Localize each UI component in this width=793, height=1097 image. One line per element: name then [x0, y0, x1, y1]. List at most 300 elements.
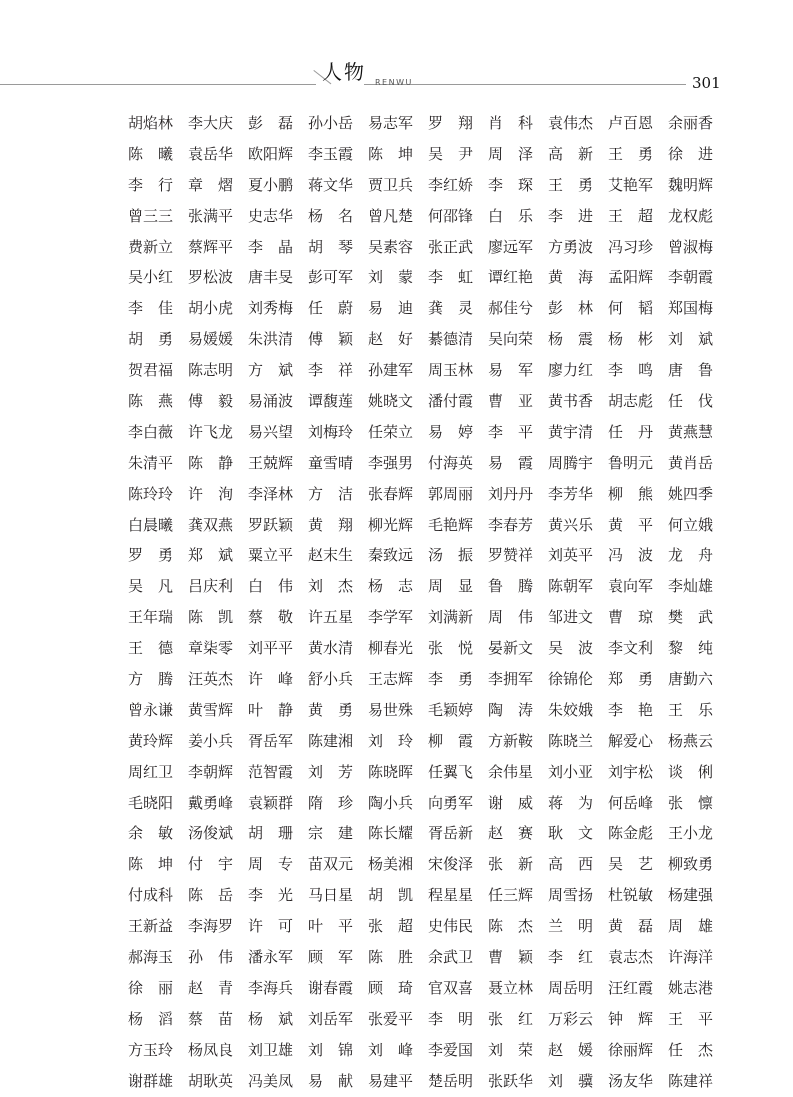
- name-entry: 杨 斌: [248, 1009, 294, 1028]
- name-entry: 高 西: [548, 855, 594, 874]
- name-entry: 郑 勇: [608, 670, 654, 689]
- name-entry: 李 佳: [128, 299, 174, 318]
- name-entry: 李 勇: [428, 670, 474, 689]
- name-entry: 方 腾: [128, 670, 174, 689]
- name-entry: 杨建强: [668, 886, 714, 905]
- name-entry: 李海罗: [188, 917, 234, 936]
- name-entry: 艾艳军: [608, 175, 654, 194]
- name-entry: 许 洵: [188, 484, 234, 503]
- name-entry: 龚双燕: [188, 515, 234, 534]
- name-entry: 张 懔: [668, 793, 714, 812]
- name-entry: 李 行: [128, 175, 174, 194]
- name-entry: 杨燕云: [668, 731, 714, 750]
- name-entry: 袁志杰: [608, 948, 654, 967]
- name-entry: 贺君福: [128, 361, 174, 380]
- name-entry: 綦德清: [428, 330, 474, 349]
- name-entry: 吴 波: [548, 639, 594, 658]
- name-entry: 胡焰林: [128, 114, 174, 132]
- name-entry: 彭可军: [308, 268, 354, 287]
- name-entry: 张 悦: [428, 639, 474, 658]
- name-entry: 杜锐敏: [608, 886, 654, 905]
- name-entry: 朱洪清: [248, 330, 294, 349]
- name-entry: 刘宇松: [608, 762, 654, 781]
- name-entry: 樊 武: [668, 608, 714, 627]
- name-entry: 李白薇: [128, 422, 174, 441]
- name-entry: 汤俊斌: [188, 824, 234, 843]
- name-entry: 任 蔚: [308, 299, 354, 318]
- name-entry: 李海兵: [248, 978, 294, 997]
- name-entry: 解爱心: [608, 731, 654, 750]
- name-entry: 李 祥: [308, 361, 354, 380]
- name-entry: 孙小岳: [308, 114, 354, 132]
- name-entry: 易兴望: [248, 422, 294, 441]
- name-entry: 吴向荣: [488, 330, 534, 349]
- name-entry: 李 红: [548, 948, 594, 967]
- name-entry: 任三辉: [488, 886, 534, 905]
- name-entry: 张 超: [368, 917, 414, 936]
- name-entry: 袁伟杰: [548, 114, 594, 132]
- name-entry: 陈 胜: [368, 948, 414, 967]
- section-subtitle: RENWU: [375, 78, 413, 87]
- name-entry: 李 进: [548, 206, 594, 225]
- name-entry: 郝海玉: [128, 948, 174, 967]
- name-entry: 刘英平: [548, 546, 594, 565]
- name-entry: 许飞龙: [188, 422, 234, 441]
- name-entry: 唐 鲁: [668, 361, 714, 380]
- name-entry: 李学军: [368, 608, 414, 627]
- name-entry: 何邵锋: [428, 206, 474, 225]
- name-entry: 白 伟: [248, 577, 294, 596]
- name-entry: 方新鞍: [488, 731, 534, 750]
- section-title: 人物: [322, 60, 366, 84]
- name-entry: 任翼飞: [428, 762, 474, 781]
- name-entry: 毛晓阳: [128, 793, 174, 812]
- name-entry: 赵 好: [368, 330, 414, 349]
- name-entry: 余 敏: [128, 824, 174, 843]
- name-entry: 欧阳辉: [248, 144, 294, 163]
- name-entry: 彭 磊: [248, 114, 294, 132]
- name-entry: 陶小兵: [368, 793, 414, 812]
- page-number: 301: [692, 74, 721, 92]
- name-entry: 吴 尹: [428, 144, 474, 163]
- name-entry: 曹 颖: [488, 948, 534, 967]
- name-entry: 李文利: [608, 639, 654, 658]
- name-entry: 李玉霞: [308, 144, 354, 163]
- name-entry: 周 雄: [668, 917, 714, 936]
- name-entry: 刘 锦: [308, 1040, 354, 1059]
- name-entry: 陈 坤: [128, 855, 174, 874]
- name-entry: 李 琛: [488, 175, 534, 194]
- name-entry: 罗跃颖: [248, 515, 294, 534]
- name-entry: 周雪扬: [548, 886, 594, 905]
- name-entry: 胡 勇: [128, 330, 174, 349]
- name-entry: 谭馥莲: [308, 392, 354, 411]
- name-entry: 黄水清: [308, 639, 354, 658]
- name-entry: 曾永谦: [128, 700, 174, 719]
- name-entry: 李 鸣: [608, 361, 654, 380]
- name-entry: 易 献: [308, 1071, 354, 1090]
- name-entry: 傅 颖: [308, 330, 354, 349]
- name-entry: 王 超: [608, 206, 654, 225]
- name-entry: 谢 威: [488, 793, 534, 812]
- name-entry: 李强男: [368, 453, 414, 472]
- name-entry: 易涌波: [248, 392, 294, 411]
- name-entry: 曹 亚: [488, 392, 534, 411]
- name-entry: 耿 文: [548, 824, 594, 843]
- name-entry: 鲁 腾: [488, 577, 534, 596]
- name-entry: 徐丽辉: [608, 1040, 654, 1059]
- name-entry: 胡耿英: [188, 1071, 234, 1090]
- name-entry: 鲁明元: [608, 453, 654, 472]
- name-entry: 黄 翔: [308, 515, 354, 534]
- name-entry: 何立娥: [668, 515, 714, 534]
- name-entry: 陈朝军: [548, 577, 594, 596]
- name-entry: 冯习珍: [608, 237, 654, 256]
- name-entry: 许海洋: [668, 948, 714, 967]
- name-entry: 苗双元: [308, 855, 354, 874]
- name-entry: 李泽林: [248, 484, 294, 503]
- name-entry: 陈晓兰: [548, 731, 594, 750]
- name-entry: 黄燕慧: [668, 422, 714, 441]
- name-entry: 何 韬: [608, 299, 654, 318]
- name-entry: 柳 熊: [608, 484, 654, 503]
- name-entry: 李朝辉: [188, 762, 234, 781]
- name-entry: 王 德: [128, 639, 174, 658]
- name-entry: 易 军: [488, 361, 534, 380]
- name-entry: 罗 勇: [128, 546, 174, 565]
- name-entry: 黄雪辉: [188, 700, 234, 719]
- name-entry: 舒小兵: [308, 670, 354, 689]
- name-entry: 方 斌: [248, 361, 294, 380]
- name-entry: 任荣立: [368, 422, 414, 441]
- name-entry: 唐丰旻: [248, 268, 294, 287]
- name-entry: 吴 凡: [128, 577, 174, 596]
- name-entry: 夏小鹏: [248, 175, 294, 194]
- name-entry: 廖力红: [548, 361, 594, 380]
- name-entry: 周玉林: [428, 361, 474, 380]
- name-entry: 柳致勇: [668, 855, 714, 874]
- name-entry: 范智霞: [248, 762, 294, 781]
- name-entry: 方 洁: [308, 484, 354, 503]
- name-entry: 朱姣娥: [548, 700, 594, 719]
- name-entry: 黄 勇: [308, 700, 354, 719]
- name-entry: 蔡辉平: [188, 237, 234, 256]
- name-entry: 杨美湘: [368, 855, 414, 874]
- name-entry: 柳 霞: [428, 731, 474, 750]
- name-entry: 杨 彬: [608, 330, 654, 349]
- name-entry: 袁颖群: [248, 793, 294, 812]
- name-entry: 黄 平: [608, 515, 654, 534]
- name-entry: 陈 坤: [368, 144, 414, 163]
- name-entry: 黄书香: [548, 392, 594, 411]
- name-entry: 姚晓文: [368, 392, 414, 411]
- name-entry: 向勇军: [428, 793, 474, 812]
- name-entry: 陈 杰: [488, 917, 534, 936]
- name-entry: 付海英: [428, 453, 474, 472]
- name-entry: 任 杰: [668, 1040, 714, 1059]
- name-entry: 谭红艳: [488, 268, 534, 287]
- name-entry: 肖 科: [488, 114, 534, 132]
- name-entry: 龙权彪: [668, 206, 714, 225]
- name-entry: 王 勇: [548, 175, 594, 194]
- name-entry: 易媛媛: [188, 330, 234, 349]
- name-entry: 吴小红: [128, 268, 174, 287]
- name-entry: 顾 军: [308, 948, 354, 967]
- name-entry: 谢春霞: [308, 978, 354, 997]
- name-entry: 黎 纯: [668, 639, 714, 658]
- name-entry: 张正武: [428, 237, 474, 256]
- name-entry: 姜小兵: [188, 731, 234, 750]
- name-entry: 赵 青: [188, 978, 234, 997]
- name-entry: 叶 平: [308, 917, 354, 936]
- name-entry: 陈 岳: [188, 886, 234, 905]
- name-entry: 易 婷: [428, 422, 474, 441]
- name-entry: 胡志彪: [608, 392, 654, 411]
- name-entry: 吴素容: [368, 237, 414, 256]
- name-entry: 曹 琼: [608, 608, 654, 627]
- name-entry: 童雪晴: [308, 453, 354, 472]
- name-entry: 白 乐: [488, 206, 534, 225]
- name-entry: 周 显: [428, 577, 474, 596]
- name-entry: 罗赞祥: [488, 546, 534, 565]
- name-entry: 曾淑梅: [668, 237, 714, 256]
- name-entry: 张 新: [488, 855, 534, 874]
- name-entry: 王志辉: [368, 670, 414, 689]
- name-entry: 谈 俐: [668, 762, 714, 781]
- name-entry: 陈志明: [188, 361, 234, 380]
- name-entry: 叶 静: [248, 700, 294, 719]
- name-entry: 黄宇清: [548, 422, 594, 441]
- name-entry: 刘卫雄: [248, 1040, 294, 1059]
- name-entry: 刘 芳: [308, 762, 354, 781]
- name-entry: 汤 振: [428, 546, 474, 565]
- name-entry: 黄 磊: [608, 917, 654, 936]
- name-entry: 毛颖婷: [428, 700, 474, 719]
- name-entry: 兰 明: [548, 917, 594, 936]
- name-entry: 许五星: [308, 608, 354, 627]
- name-entry: 陶 涛: [488, 700, 534, 719]
- name-entry: 刘 玲: [368, 731, 414, 750]
- name-entry: 刘 蒙: [368, 268, 414, 287]
- name-entry: 杨凤良: [188, 1040, 234, 1059]
- name-entry: 黄肖岳: [668, 453, 714, 472]
- name-entry: 李 虹: [428, 268, 474, 287]
- name-entry: 刘丹丹: [488, 484, 534, 503]
- name-entry: 王小龙: [668, 824, 714, 843]
- name-entry: 陈 燕: [128, 392, 174, 411]
- name-entry: 杨 震: [548, 330, 594, 349]
- name-entry: 郑国梅: [668, 299, 714, 318]
- name-entry: 晏新文: [488, 639, 534, 658]
- name-entry: 聂立林: [488, 978, 534, 997]
- name-entry: 方玉玲: [128, 1040, 174, 1059]
- name-entry: 方勇波: [548, 237, 594, 256]
- name-entry: 姚四季: [668, 484, 714, 503]
- name-entry: 黄玲辉: [128, 731, 174, 750]
- name-entry: 陈建祥: [668, 1071, 714, 1090]
- name-entry: 戴勇峰: [188, 793, 234, 812]
- name-entry: 贾卫兵: [368, 175, 414, 194]
- name-entry: 胡小虎: [188, 299, 234, 318]
- name-entry: 孙建军: [368, 361, 414, 380]
- name-entry: 粟立平: [248, 546, 294, 565]
- name-entry: 付成科: [128, 886, 174, 905]
- name-entry: 章柒零: [188, 639, 234, 658]
- name-entry: 刘平平: [248, 639, 294, 658]
- name-entry: 陈 曦: [128, 144, 174, 163]
- name-entry: 袁岳华: [188, 144, 234, 163]
- name-entry: 徐锦伦: [548, 670, 594, 689]
- name-entry: 李爱国: [428, 1040, 474, 1059]
- name-entry: 汤友华: [608, 1071, 654, 1090]
- name-entry: 蒋 为: [548, 793, 594, 812]
- name-entry: 万彩云: [548, 1009, 594, 1028]
- name-entry: 汪英杰: [188, 670, 234, 689]
- name-entry: 邹进文: [548, 608, 594, 627]
- name-entry: 王 勇: [608, 144, 654, 163]
- name-entry: 冯美凤: [248, 1071, 294, 1090]
- name-entry: 罗松波: [188, 268, 234, 287]
- page-header: [0, 0, 793, 100]
- name-entry: 刘 骥: [548, 1071, 594, 1090]
- name-entry: 任 伐: [668, 392, 714, 411]
- name-entry: 李 晶: [248, 237, 294, 256]
- name-entry: 张跃华: [488, 1071, 534, 1090]
- name-entry: 刘 杰: [308, 577, 354, 596]
- name-entry: 王年瑞: [128, 608, 174, 627]
- name-entry: 陈 凯: [188, 608, 234, 627]
- name-entry: 刘秀梅: [248, 299, 294, 318]
- name-entry: 隋 珍: [308, 793, 354, 812]
- name-entry: 胥岳新: [428, 824, 474, 843]
- name-entry: 陈长耀: [368, 824, 414, 843]
- name-entry: 姚志港: [668, 978, 714, 997]
- name-entry: 王 乐: [668, 700, 714, 719]
- name-entry: 刘小亚: [548, 762, 594, 781]
- name-entry: 秦致远: [368, 546, 414, 565]
- name-entry: 李灿雄: [668, 577, 714, 596]
- name-entry: 张 红: [488, 1009, 534, 1028]
- name-entry: 周 伟: [488, 608, 534, 627]
- name-entry: 张满平: [188, 206, 234, 225]
- name-entry: 楚岳明: [428, 1071, 474, 1090]
- name-entry: 毛艳辉: [428, 515, 474, 534]
- name-entry: 宗 建: [308, 824, 354, 843]
- name-entry: 刘 斌: [668, 330, 714, 349]
- name-entry: 刘 峰: [368, 1040, 414, 1059]
- name-entry: 彭 林: [548, 299, 594, 318]
- name-entry: 潘永军: [248, 948, 294, 967]
- name-entry: 余武卫: [428, 948, 474, 967]
- header-rule-left: [0, 84, 316, 85]
- name-entry: 易 霞: [488, 453, 534, 472]
- name-entry: 黄兴乐: [548, 515, 594, 534]
- name-entry: 谢群雄: [128, 1071, 174, 1090]
- name-entry: 徐 进: [668, 144, 714, 163]
- name-entry: 何岳峰: [608, 793, 654, 812]
- name-entry: 余丽香: [668, 114, 714, 132]
- name-entry: 陈晓晖: [368, 762, 414, 781]
- name-entry: 周岳明: [548, 978, 594, 997]
- name-entry: 曾三三: [128, 206, 174, 225]
- name-entry: 李芳华: [548, 484, 594, 503]
- name-entry: 易 迪: [368, 299, 414, 318]
- name-entry: 徐 丽: [128, 978, 174, 997]
- name-entry: 龚 灵: [428, 299, 474, 318]
- name-entry: 曾凡楚: [368, 206, 414, 225]
- name-entry: 李拥军: [488, 670, 534, 689]
- name-entry: 唐勤六: [668, 670, 714, 689]
- name-entry: 龙 舟: [668, 546, 714, 565]
- name-entry: 周 泽: [488, 144, 534, 163]
- name-entry: 史志华: [248, 206, 294, 225]
- name-list: [128, 108, 728, 1097]
- name-entry: 赵 赛: [488, 824, 534, 843]
- name-entry: 王兢辉: [248, 453, 294, 472]
- name-entry: 潘付霞: [428, 392, 474, 411]
- name-entry: 杨 滔: [128, 1009, 174, 1028]
- name-entry: 钟 辉: [608, 1009, 654, 1028]
- name-entry: 马日星: [308, 886, 354, 905]
- name-entry: 胡 琴: [308, 237, 354, 256]
- name-entry: 章 熠: [188, 175, 234, 194]
- name-entry: 郝佳兮: [488, 299, 534, 318]
- name-entry: 杨 志: [368, 577, 414, 596]
- name-entry: 张春辉: [368, 484, 414, 503]
- name-entry: 赵末生: [308, 546, 354, 565]
- name-entry: 李红娇: [428, 175, 474, 194]
- name-entry: 易建平: [368, 1071, 414, 1090]
- name-entry: 周腾宇: [548, 453, 594, 472]
- name-entry: 吕庆利: [188, 577, 234, 596]
- name-entry: 魏明辉: [668, 175, 714, 194]
- name-entry: 李 光: [248, 886, 294, 905]
- name-entry: 李 艳: [608, 700, 654, 719]
- name-entry: 柳光辉: [368, 515, 414, 534]
- name-entry: 周 专: [248, 855, 294, 874]
- name-entry: 周红卫: [128, 762, 174, 781]
- name-entry: 许 峰: [248, 670, 294, 689]
- name-entry: 费新立: [128, 237, 174, 256]
- name-entry: 朱清平: [128, 453, 174, 472]
- name-entry: 刘梅玲: [308, 422, 354, 441]
- name-entry: 蔡 苗: [188, 1009, 234, 1028]
- name-entry: 李春芳: [488, 515, 534, 534]
- name-entry: 孙 伟: [188, 948, 234, 967]
- name-entry: 蒋文华: [308, 175, 354, 194]
- name-entry: 许 可: [248, 917, 294, 936]
- name-entry: 罗 翔: [428, 114, 474, 132]
- name-entry: 李 明: [428, 1009, 474, 1028]
- name-entry: 冯 波: [608, 546, 654, 565]
- name-entry: 陈玲玲: [128, 484, 174, 503]
- name-entry: 廖远军: [488, 237, 534, 256]
- name-entry: 任 丹: [608, 422, 654, 441]
- name-entry: 吴 艺: [608, 855, 654, 874]
- name-entry: 李 平: [488, 422, 534, 441]
- name-entry: 胡 凯: [368, 886, 414, 905]
- name-entry: 刘岳军: [308, 1009, 354, 1028]
- name-entry: 袁向军: [608, 577, 654, 596]
- name-entry: 李大庆: [188, 114, 234, 132]
- name-entry: 宋俊泽: [428, 855, 474, 874]
- name-entry: 郑 斌: [188, 546, 234, 565]
- name-entry: 杨 名: [308, 206, 354, 225]
- name-entry: 张爱平: [368, 1009, 414, 1028]
- name-entry: 郭周丽: [428, 484, 474, 503]
- name-entry: 顾 琦: [368, 978, 414, 997]
- name-entry: 胥岳军: [248, 731, 294, 750]
